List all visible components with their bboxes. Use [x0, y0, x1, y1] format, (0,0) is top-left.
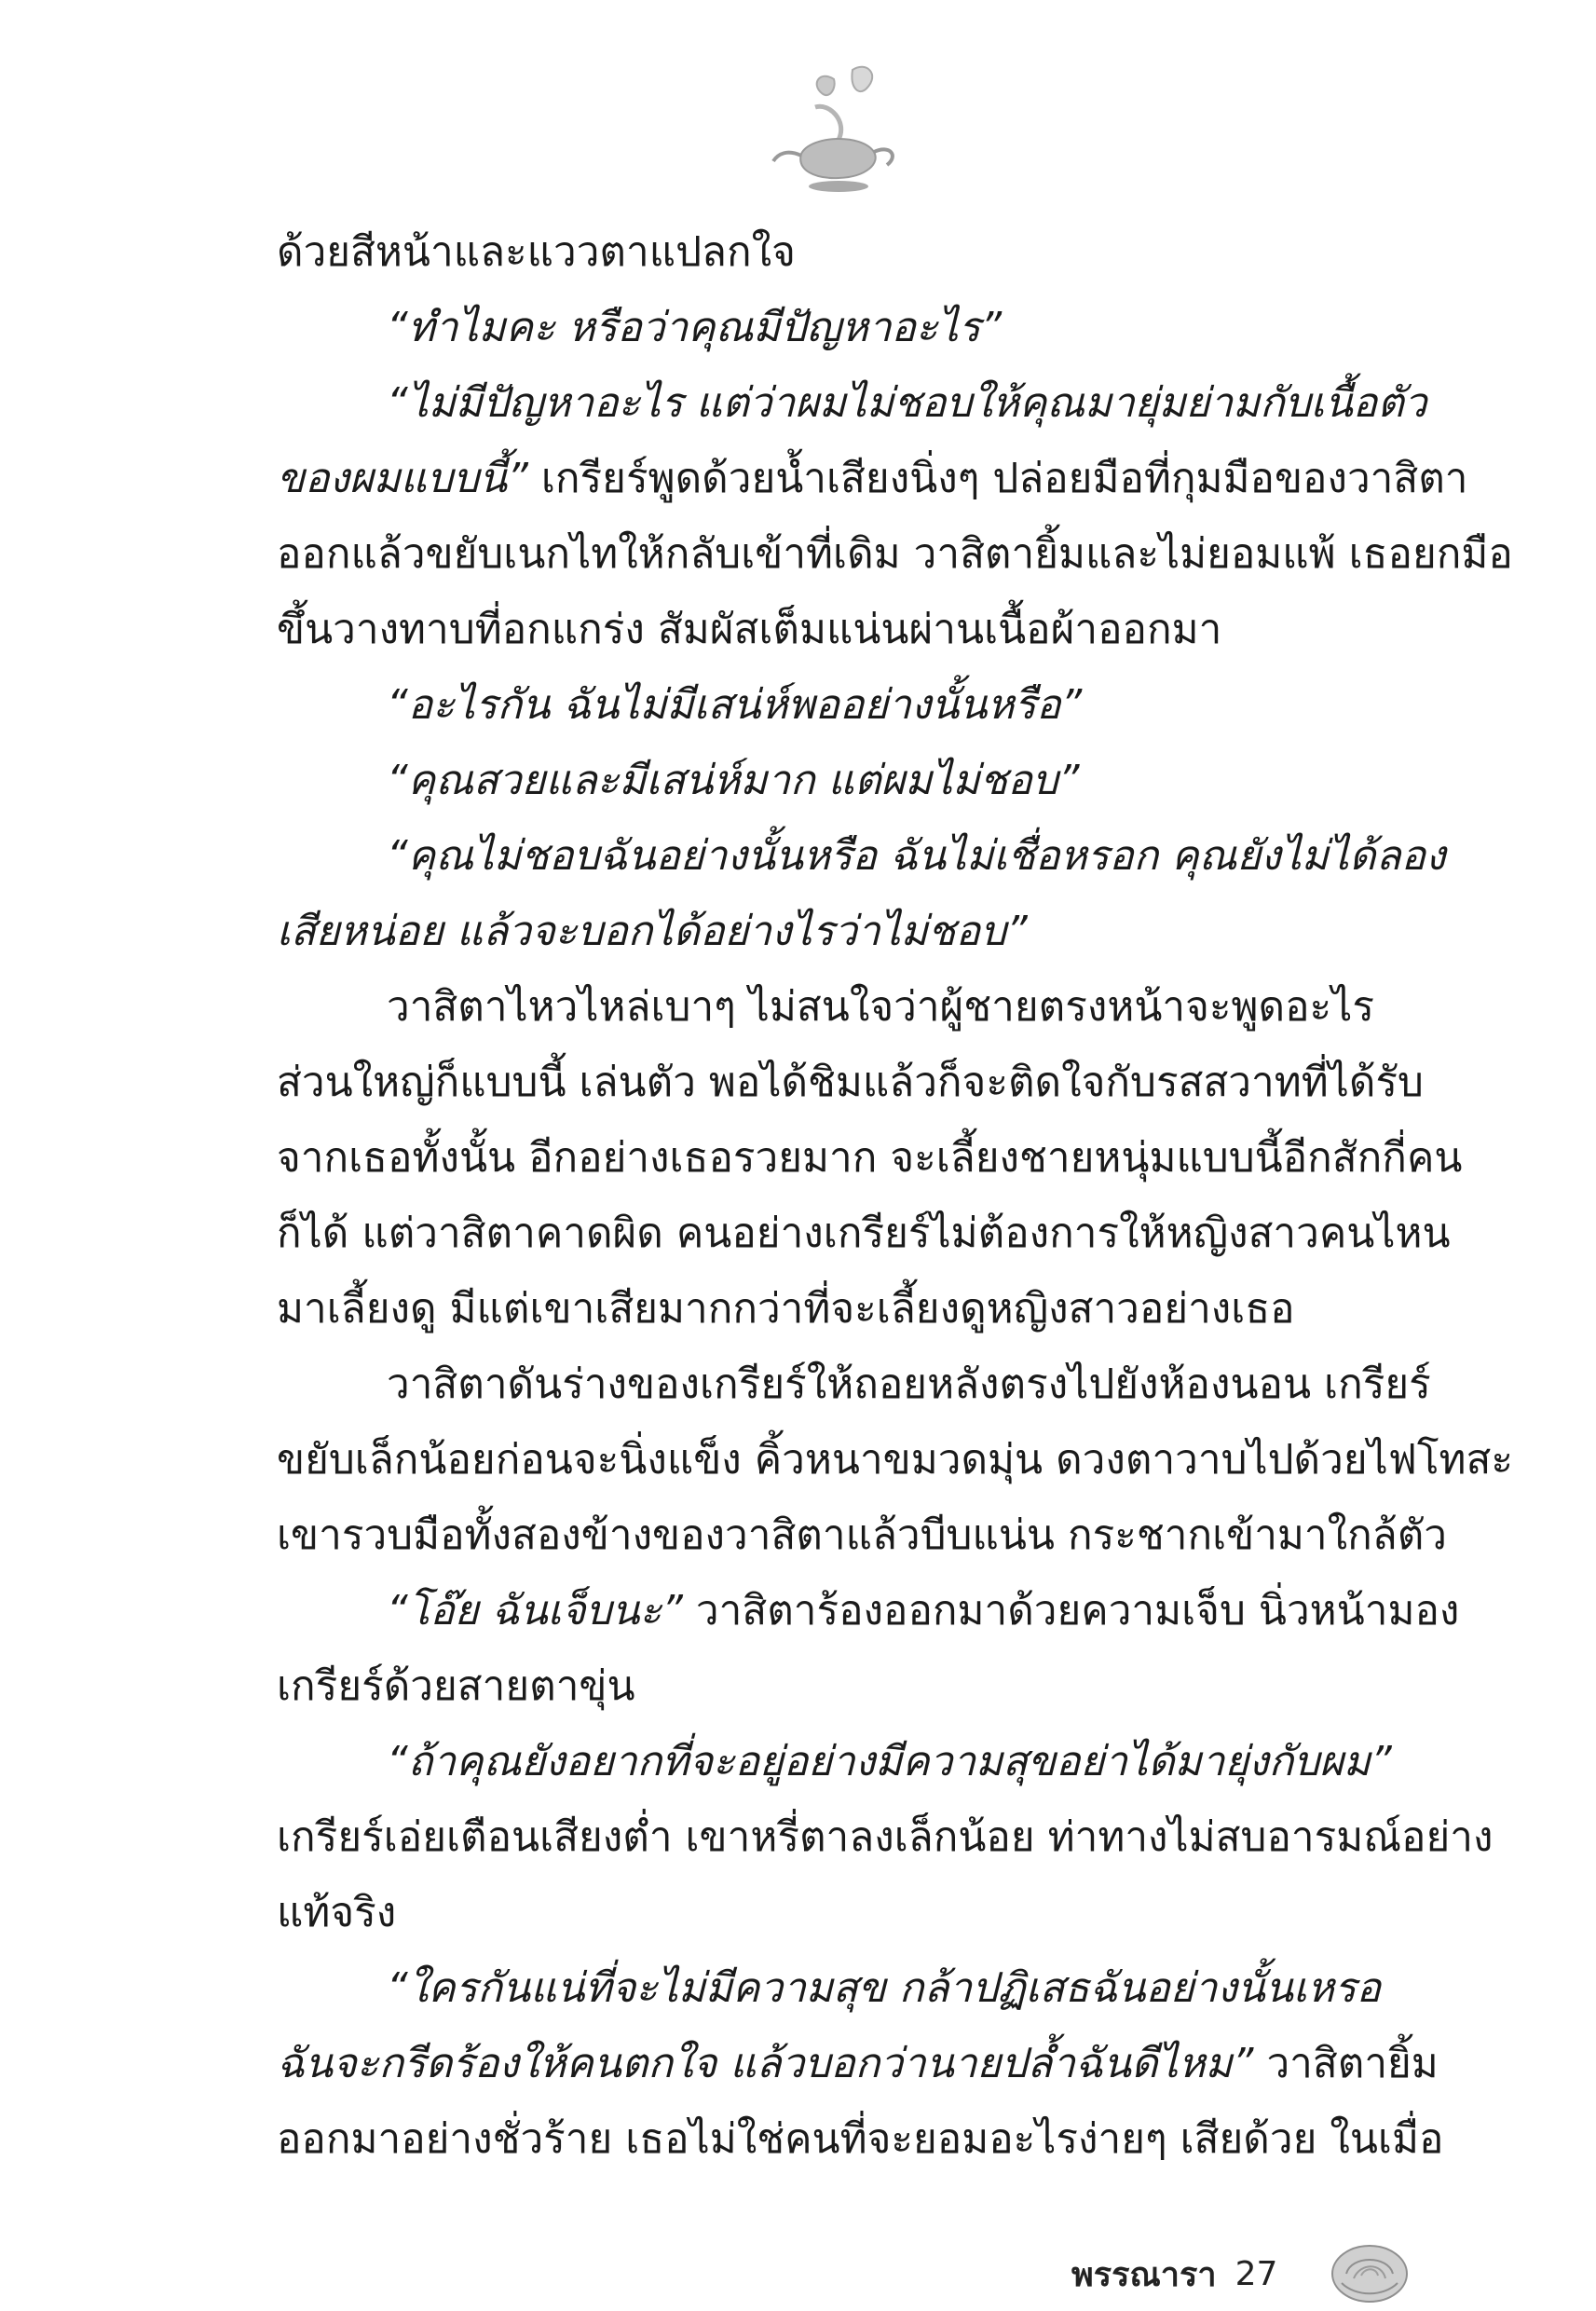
text-line [277, 1196, 1451, 1271]
dialogue-text: “คุณสวยและมีเสน่ห์มาก แต่ผมไม่ชอบ” [387, 757, 1080, 804]
dialogue-text: “ถ้าคุณยังอยากที่จะอยู่อย่างมีความสุขอย่าได้มายุ่งกับผม” [387, 1738, 1392, 1785]
narration-text: ส่วนใหญ่ก็แบบนี้ เล่นตัว พอได้ชิมแล้วก็จะติดใจกับรสสวาทที่ได้รับ [277, 1059, 1424, 1106]
text-line [277, 1271, 1409, 1347]
narration-text: จากเธอทั้งนั้น อีกอย่างเธอรวยมาก จะเลี้ยงชายหนุ่มแบบนี้อีกสักกี่คน [277, 1134, 1463, 1182]
dialogue-text: “คุณไม่ชอบฉันอย่างนั้นหรือ ฉันไม่เชื่อหรอก คุณยังไม่ได้ลอง [387, 832, 1446, 880]
text-line [277, 1648, 1409, 1724]
text-line [277, 1573, 1460, 1648]
rose-icon [1328, 2236, 1412, 2306]
text-line [277, 2101, 1444, 2177]
text-line [277, 818, 1446, 894]
dialogue-text: ของผมแบบนี้” [277, 455, 528, 502]
text-line [277, 516, 1513, 592]
text-line [277, 1045, 1424, 1120]
narration-text: ออกมาอย่างชั่วร้าย เธอไม่ใช่คนที่จะยอมอะไรง่ายๆ เสียด้วย ในเมื่อ [277, 2115, 1444, 2163]
narration-text: เกรียร์พูดด้วยน้ำเสียงนิ่งๆ ปล่อยมือที่กุมมือของวาสิตา [527, 455, 1468, 502]
narration-text: เขารวบมือทั้งสองข้างของวาสิตาแล้วบีบแน่น กระชากเข้ามาใกล้ตัว [277, 1511, 1447, 1559]
text-line [277, 1120, 1463, 1196]
text-line [277, 667, 1409, 743]
narration-text: วาสิตาร้องออกมาด้วยความเจ็บ นิ่วหน้ามอง [682, 1587, 1460, 1634]
text-line [277, 1422, 1514, 1497]
dialogue-text: ฉันจะกรีดร้องให้คนตกใจ แล้วบอกว่านายปล้ำฉันดีไหม” [277, 2040, 1254, 2087]
text-line [277, 2026, 1439, 2101]
narration-text: ก็ได้ แต่วาสิตาคาดผิด คนอย่างเกรียร์ไม่ต้องการให้หญิงสาวคนไหน [277, 1210, 1451, 1257]
narration-text: วาสิตาดันร่างของเกรียร์ให้ถอยหลังตรงไปยังห้องนอน เกรียร์ [387, 1361, 1431, 1408]
narration-text: ด้วยสีหน้าและแววตาแปลกใจ [277, 228, 796, 276]
text-line [277, 743, 1409, 818]
narration-text: เกรียร์ด้วยสายตาขุ่น [277, 1662, 635, 1710]
text-line [277, 969, 1409, 1045]
narration-text: ออกแล้วขยับเนกไทให้กลับเข้าที่เดิม วาสิตายิ้มและไม่ยอมแพ้ เธอยกมือ [277, 530, 1513, 578]
narration-text: ขึ้นวางทาบที่อกแกร่ง สัมผัสเต็มแน่นผ่านเนื้อผ้าออกมา [277, 606, 1222, 653]
text-line [277, 1799, 1494, 1875]
text-line [277, 214, 1409, 290]
text-line [277, 1875, 1409, 1950]
narration-text: วาสิตายิ้ม [1253, 2040, 1439, 2087]
text-line [277, 894, 1409, 969]
dialogue-text: “ทำไมคะ หรือว่าคุณมีปัญหาอะไร” [387, 304, 1003, 351]
text-line [277, 1950, 1409, 2026]
genie-lamp-icon [764, 51, 904, 200]
narration-text: แท้จริง [277, 1889, 397, 1936]
dialogue-text: “ไม่มีปัญหาอะไร แต่ว่าผมไม่ชอบให้คุณมายุ่มย่ามกับเนื้อตัว [387, 379, 1427, 427]
book-title: พรรณารา [1071, 2255, 1217, 2294]
narration-text: วาสิตาไหวไหล่เบาๆ ไม่สนใจว่าผู้ชายตรงหน้าจะพูดอะไร [387, 983, 1374, 1031]
text-line [277, 365, 1427, 441]
page-number: 27 [1235, 2254, 1278, 2293]
dialogue-text: เสียหน่อย แล้วจะบอกได้อย่างไรว่าไม่ชอบ” [277, 908, 1028, 955]
dialogue-text: “อะไรกัน ฉันไม่มีเสน่ห์พออย่างนั้นหรือ” [387, 681, 1083, 729]
body-text [277, 214, 1514, 2177]
text-line [277, 1497, 1447, 1573]
dialogue-text: “โอ๊ย ฉันเจ็บนะ” [387, 1587, 683, 1634]
narration-text: ขยับเล็กน้อยก่อนจะนิ่งแข็ง คิ้วหนาขมวดมุ่น ดวงตาวาบไปด้วยไฟโทสะ [277, 1436, 1514, 1484]
text-line [277, 290, 1409, 365]
narration-text: เกรียร์เอ่ยเตือนเสียงต่ำ เขาหรี่ตาลงเล็กน้อย ท่าทางไม่สบอารมณ์อย่าง [277, 1813, 1494, 1861]
text-line [277, 1347, 1431, 1422]
page-footer [1071, 2241, 1277, 2306]
text-line [277, 1724, 1409, 1799]
dialogue-text: “ใครกันแน่ที่จะไม่มีความสุข กล้าปฏิเสธฉันอย่างนั้นเหรอ [387, 1964, 1382, 2012]
text-line [277, 441, 1468, 516]
narration-text: มาเลี้ยงดู มีแต่เขาเสียมากกว่าที่จะเลี้ยงดูหญิงสาวอย่างเธอ [277, 1285, 1295, 1333]
text-line [277, 592, 1409, 667]
